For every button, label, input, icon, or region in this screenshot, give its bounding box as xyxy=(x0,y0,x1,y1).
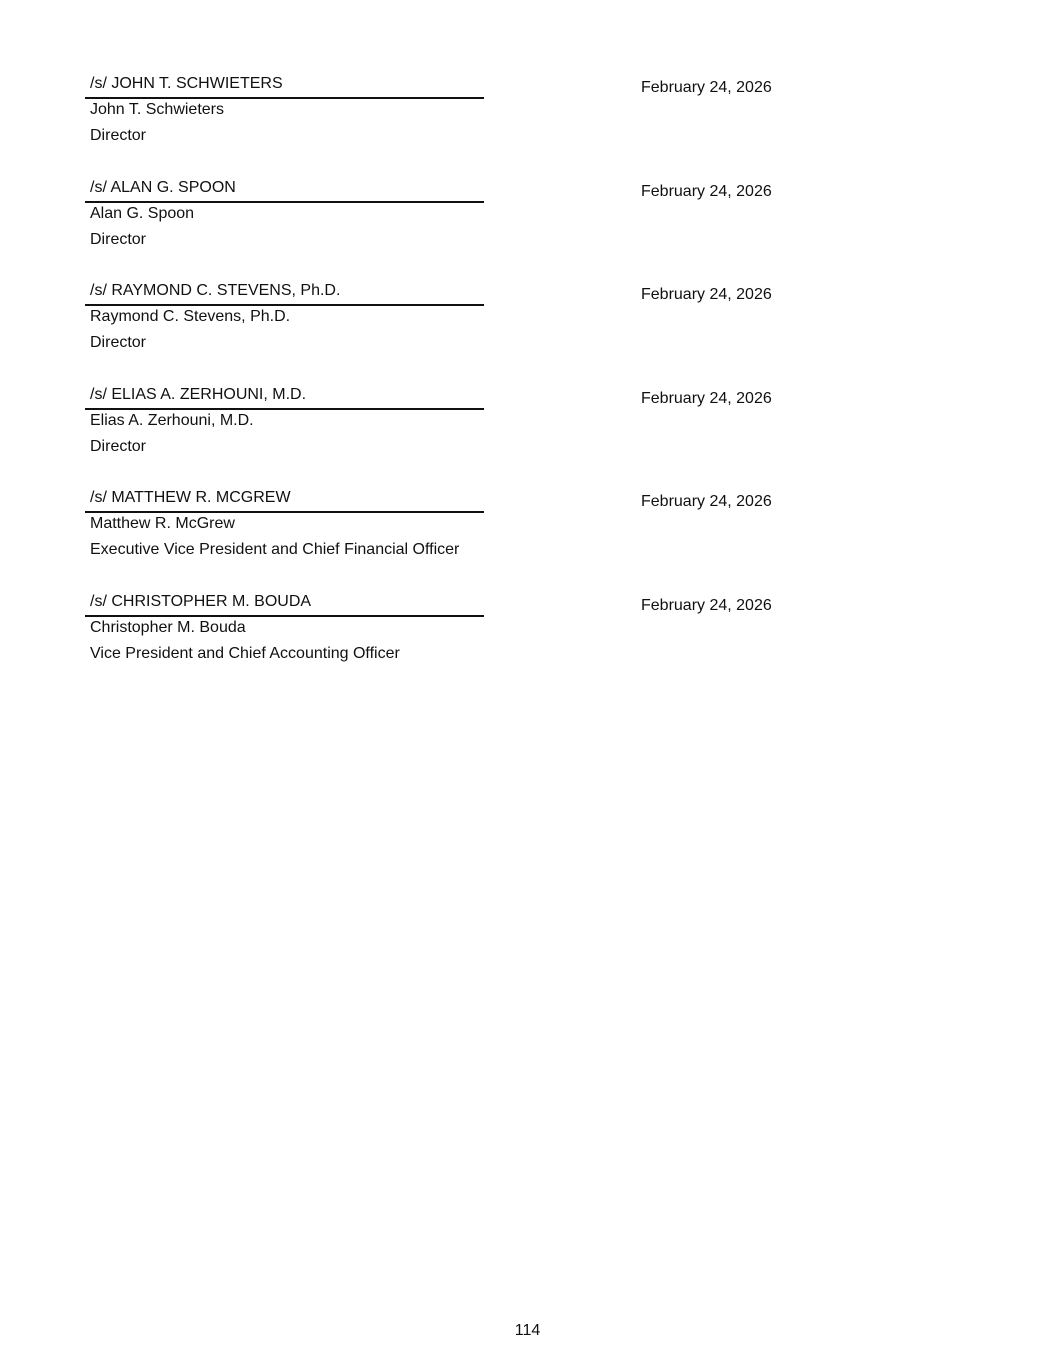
signature-rule xyxy=(85,97,484,99)
signature-line: /s/ MATTHEW R. MCGREW xyxy=(90,489,291,506)
signature-line: /s/ ALAN G. SPOON xyxy=(90,179,236,196)
signature-date: February 24, 2026 xyxy=(641,390,772,407)
signature-rule xyxy=(85,408,484,410)
signature-date: February 24, 2026 xyxy=(641,79,772,96)
signature-date: February 24, 2026 xyxy=(641,493,772,510)
signer-title: Director xyxy=(90,438,147,455)
signature-block xyxy=(85,592,785,682)
signer-name: Raymond C. Stevens, Ph.D. xyxy=(90,308,291,325)
signature-rule xyxy=(85,615,484,617)
signature-rule xyxy=(85,511,484,513)
signature-rule xyxy=(85,201,484,203)
signer-name: Alan G. Spoon xyxy=(90,205,195,222)
signature-line: /s/ CHRISTOPHER M. BOUDA xyxy=(90,593,312,610)
signature-line: /s/ ELIAS A. ZERHOUNI, M.D. xyxy=(90,386,307,403)
signer-title: Executive Vice President and Chief Financial Officer xyxy=(90,541,460,558)
signature-block xyxy=(85,385,785,475)
signature-date: February 24, 2026 xyxy=(641,183,772,200)
signer-name: Matthew R. McGrew xyxy=(90,515,235,532)
signer-title: Vice President and Chief Accounting Officer xyxy=(90,645,400,662)
signature-block xyxy=(85,488,785,578)
signature-line: /s/ RAYMOND C. STEVENS, Ph.D. xyxy=(90,282,341,299)
signature-block xyxy=(85,178,785,268)
signature-block xyxy=(85,74,785,164)
signer-name: Elias A. Zerhouni, M.D. xyxy=(90,412,254,429)
signer-title: Director xyxy=(90,127,147,144)
signature-rule xyxy=(85,304,484,306)
page-number: 114 xyxy=(514,1322,541,1339)
signer-name: John T. Schwieters xyxy=(90,101,224,118)
signer-title: Director xyxy=(90,334,147,351)
signature-line: /s/ JOHN T. SCHWIETERS xyxy=(90,75,283,92)
signer-title: Director xyxy=(90,231,147,248)
signature-block xyxy=(85,281,785,371)
signature-date: February 24, 2026 xyxy=(641,286,772,303)
signer-name: Christopher M. Bouda xyxy=(90,619,246,636)
signature-date: February 24, 2026 xyxy=(641,597,772,614)
